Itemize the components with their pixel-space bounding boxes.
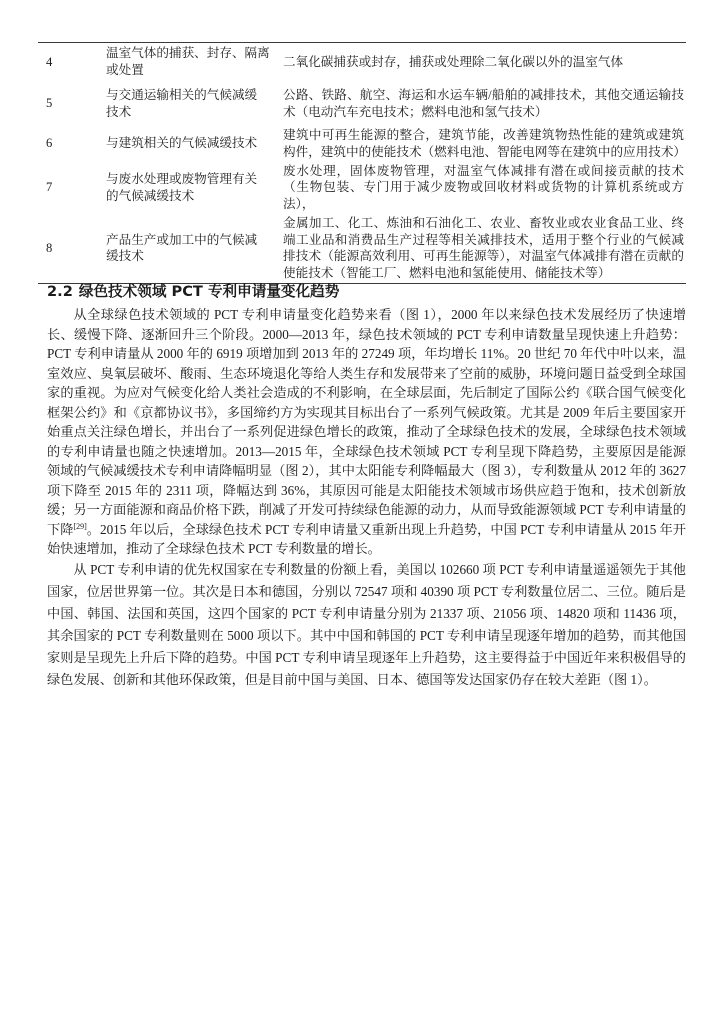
table-row [38, 82, 686, 126]
category-cell [100, 214, 278, 284]
category-cell [100, 43, 278, 82]
paragraph-text: 。2015 年以后，全球绿色技术 PCT 专利申请量又重新出现上升趋势，中国 PCT 专利申请量从 2015 年开始快速增加，推动了全球绿色技术 PCT 专利数量的增长。 [47, 521, 686, 556]
table-row [38, 214, 686, 284]
table-row [38, 126, 686, 162]
row-number: 8 [46, 241, 53, 256]
row-number: 5 [46, 96, 53, 111]
category-line: 与交通运输相关的气候减缓 [106, 87, 258, 102]
category-cell [100, 82, 278, 126]
category-line: 与废水处理或废物管理有关 [106, 171, 258, 186]
category-cell [100, 162, 278, 214]
category-line: 缓技术 [106, 249, 144, 264]
category-line: 的气候减缓技术 [106, 188, 195, 203]
section-title: 绿色技术领域 PCT 专利申请量变化趋势 [78, 283, 340, 300]
section-heading [47, 282, 339, 302]
category-line: 产品生产或加工中的气候减 [106, 232, 258, 247]
table-row [38, 43, 686, 82]
description-cell: 建筑中可再生能源的整合，建筑节能，改善建筑物热性能的建筑或建筑构件，建筑中的使能技术（燃料电池、智能电网等在建筑中的应用技术） [283, 127, 686, 159]
table-row [38, 162, 686, 214]
category-line: 技术 [106, 104, 132, 119]
description-cell: 二氧化碳捕获或封存，捕获或处理除二氧化碳以外的温室气体 [283, 54, 624, 69]
paragraph [47, 305, 686, 559]
row-number: 4 [46, 54, 53, 69]
technology-category-table [38, 42, 686, 284]
paragraph: 从 PCT 专利申请的优先权国家在专利数量的份额上看，美国以 102660 项 PCT 专利申请量遥遥领先于其他国家，位居世界第一位。其次是日本和德国，分别以 72547 项和 40390 项 PCT 专利数量位居二、三位。随后是中国、韩国、法国和英国，这四个国家的 PCT 专利申请量分别为 21337 项、21056 项、14820 项和 11436 项，其余国家的 PCT 专利数量则在 5000 项以下。其中中国和韩国的 PCT 专利申请呈现逐年增加的趋势，而其他国家则是呈现先上升后下降的趋势。中国 PCT 专利申请呈现逐年上升趋势，这主要得益于中国近年来积极倡导的绿色发展、创新和其他环保政策，但是目前中国与美国、日本、德国等发达国家仍存在较大差距（图 1）。 [47, 561, 686, 687]
description-cell: 金属加工、化工、炼油和石油化工、农业、畜牧业或农业食品工业、终端工业品和消费品生产过程等相关减排技术，适用于整个行业的气候减排技术（能源高效利用、可再生能源等），对温室气体减排有潜在贡献的使能技术（智能工厂、燃料电池和氢能使用、储能技术等） [283, 215, 684, 281]
paragraph-text: 从全球绿色技术领域的 PCT 专利申请量变化趋势来看（图 1），2000 年以来绿色技术发展经历了快速增长、缓慢下降、逐渐回升三个阶段。2000—2013 年，绿色技术领域的 PCT 专利申请数量呈现快速上升趋势：PCT 专利申请量从 2000 年的 6919 项增加到 2013 年的 27249 项，年均增长 11%。20 世纪 70 年代中叶以来，温室效应、臭氧层破坏、酸雨、生态环境退化等给人类生存和发展带来了空前的威胁，环境问题日益受到全球国家的重视。为应对气候变化给人类社会造成的不利影响，在全球层面，先后制定了国际公约《联合国气候变化框架公约》和《京都协议书》，多国缔约方为实现其目标出台了一系列气候政策。尤其是 2009 年后主要国家开始重点关注绿色增长，并出台了一系列促进绿色增长的政策，推动了全球绿色技术的发展，全球绿色技术领域的专利申请量也随之快速增加。2013—2015 年，全球绿色技术领域 PCT 专利呈现下降趋势，主要原因是能源领域的气候减缓技术专利申请降幅明显（图 2），其中太阳能专利降幅最大（图 3），专利数量从 2012 年的 3627 项下降至 2015 年的 2311 项，降幅达到 36%，其原因可能是太阳能技术领域市场供应趋于饱和，技术创新放缓；另一方面能源和商品价格下跌，削减了开发可持续绿色能源的动力，从而导致能源领域 PCT 专利申请量的下降 [47, 307, 686, 537]
section-body [47, 305, 686, 691]
category-line: 或处置 [106, 63, 144, 78]
row-number: 7 [46, 180, 53, 195]
category-line: 与建筑相关的气候减缓技术 [106, 136, 258, 151]
section-number: 2.2 [47, 283, 73, 300]
category-line: 温室气体的捕获、封存、隔离 [106, 46, 270, 61]
description-cell: 公路、铁路、航空、海运和水运车辆/船舶的减排技术，其他交通运输技术（电动汽车充电技术；燃料电池和氢气技术） [283, 87, 684, 119]
citation-reference: [29] [73, 521, 87, 531]
row-number: 6 [46, 136, 53, 151]
description-cell: 废水处理，固体废物管理，对温室气体减排有潜在或间接贡献的技术（生物包装、专门用于减少废物或回收材料或货物的计算机系统或方法）， [283, 163, 684, 212]
category-cell [100, 126, 278, 162]
